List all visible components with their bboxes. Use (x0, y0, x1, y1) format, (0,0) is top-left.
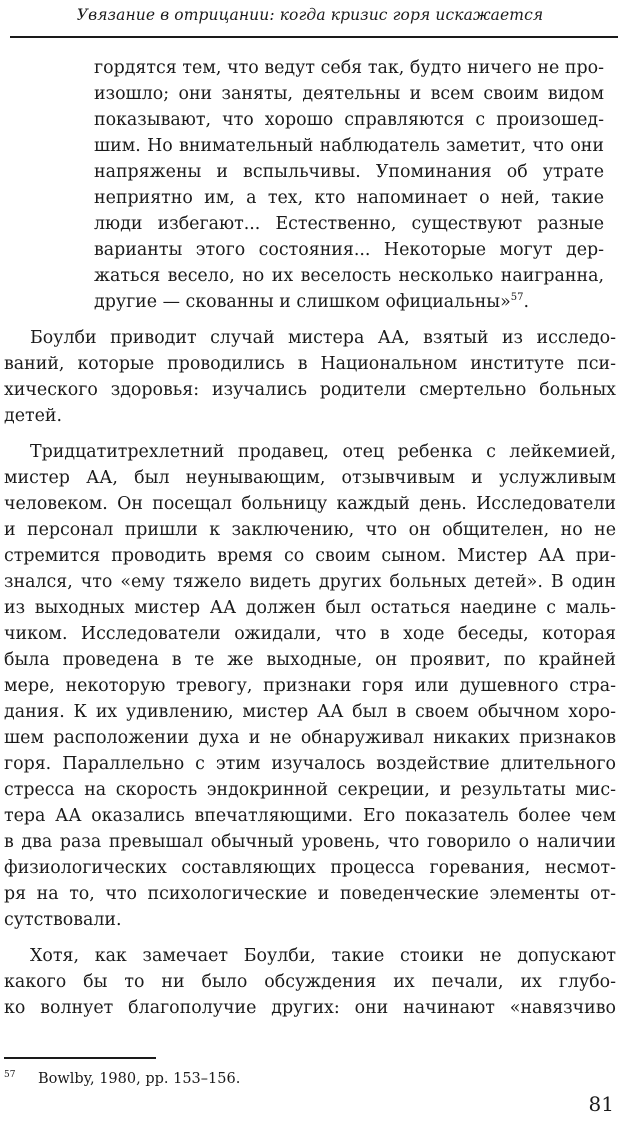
body-line: тера АА оказались впечатляющими. Его показатель более чем (4, 806, 616, 826)
body-line: человеком. Он посещал больницу каждый день. Исследователи (4, 494, 616, 514)
quote-line-text: другие — скованны и слишком официальны» (94, 292, 511, 312)
body-line: знался, что «ему тяжело видеть других больных детей». В один (4, 572, 616, 592)
body-line: Боулби приводит случай мистера АА, взятый из исследо- (30, 328, 616, 348)
quote-line: напряжены и вспыльчивы. Упоминания об утрате (94, 162, 604, 182)
body-line: ря на то, что психологические и поведенческие элементы от- (4, 884, 616, 904)
body-line: дания. К их удивлению, мистер АА был в своем обычном хоро- (4, 702, 616, 722)
body-line: и персонал пришли к заключению, что он общителен, но не (4, 520, 616, 540)
body-line: чиком. Исследователи ожидали, что в ходе беседы, которая (4, 624, 616, 644)
body-line: Тридцатитрехлетний продавец, отец ребенка с лейкемией, (30, 442, 616, 462)
body-line: мистер АА, был неунывающим, отзывчивым и услужливым (4, 468, 616, 488)
body-line: мере, некоторую тревогу, признаки горя или душевного стра- (4, 676, 616, 696)
quote-line-last: другие — скованны и слишком официальны»$^{57}$. (94, 292, 530, 312)
body-line: сутствовали. (4, 910, 122, 930)
quote-line: варианты этого состояния... Некоторые могут дер- (94, 240, 604, 260)
quote-line: люди избегают... Естественно, существуют разные (94, 214, 604, 234)
footnote-number: 57 (4, 1070, 16, 1080)
body-line: стремится проводить время со своим сыном. Мистер АА при- (4, 546, 616, 566)
body-line: Хотя, как замечает Боулби, такие стоики не допускают (30, 946, 616, 966)
body-line: горя. Параллельно с этим изучалось воздействие длительного (4, 754, 616, 774)
quote-line: гордятся тем, что ведут себя так, будто ничего не про- (94, 58, 604, 78)
body-line: детей. (4, 406, 63, 426)
footnote-reference: 57 (510, 292, 524, 304)
quote-line: показывают, что хорошо справляются с произошед- (94, 110, 604, 130)
footnote-text: Bowlby, 1980, pp. 153–156. (38, 1070, 241, 1087)
body-line: ваний, которые проводились в Национальном институте пси- (4, 354, 616, 374)
body-line: ко волнует благополучие других: они начинают «навязчиво (4, 998, 616, 1018)
footnote-rule (4, 1057, 156, 1059)
quote-line: изошло; они заняты, деятельны и всем своим видом (94, 84, 604, 104)
quote-line: жаться весело, но их веселость несколько наигранна, (94, 266, 604, 286)
page-number: 81 (588, 1092, 614, 1116)
quote-line: неприятно им, а тех, кто напоминает о ней, такие (94, 188, 604, 208)
running-head: Увязание в отрицании: когда кризис горя искажается (76, 6, 544, 24)
body-line: стресса на скорость эндокринной секреции, и результаты мис- (4, 780, 616, 800)
body-line: хического здоровья: изучались родители смертельно больных (4, 380, 616, 400)
quote-line: шим. Но внимательный наблюдатель заметит, что они (94, 136, 604, 156)
body-line: в два раза превышал обычный уровень, что говорило о наличии (4, 832, 616, 852)
footnote (4, 1070, 240, 1087)
body-line: какого бы то ни было обсуждения их печали, их глубо- (4, 972, 616, 992)
header-rule (10, 36, 618, 38)
body-line: из выходных мистер АА должен был остаться наедине с маль- (4, 598, 616, 618)
body-line: физиологических составляющих процесса горевания, несмот- (4, 858, 616, 878)
body-line: шем расположении духа и не обнаруживал никаких признаков (4, 728, 616, 748)
body-line: была проведена в те же выходные, он проявит, по крайней (4, 650, 616, 670)
